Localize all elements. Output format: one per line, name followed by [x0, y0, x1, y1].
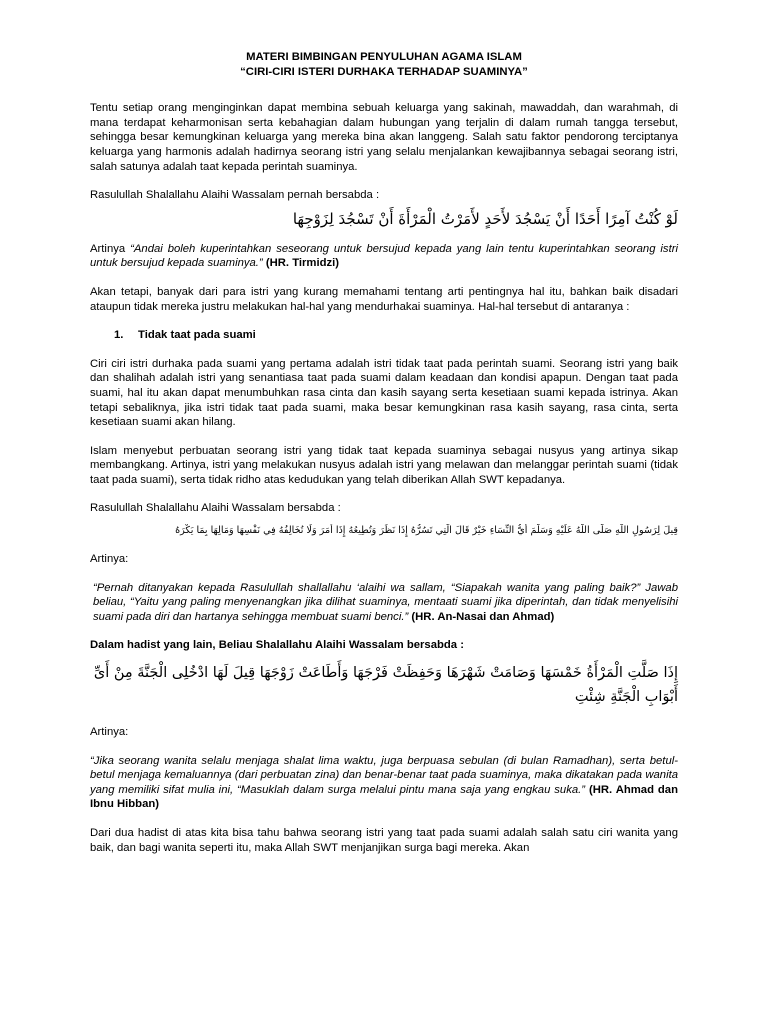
section-heading: [114, 328, 678, 343]
translation-3-label: Artinya:: [90, 726, 129, 739]
paragraph-intro: Tentu setiap orang menginginkan dapat membina sebuah keluarga yang sakinah, mawaddah, dan warahmah, di mana terdapat keharmonisan serta kebahagian dalam hubungan yang terjalin di dalam rumah tangga tersebut, sehingga besar kemungkinan keluarga yang mereka bina akan langgeng. Salah satu faktor pendorong terciptanya keluarga yang harmonis adalah hadirnya seorang istri yang selalu menjalankan kewajibannya sebagai seorang istri, salah satunya adalah taat kepada perintah suaminya.: [90, 102, 678, 173]
translation-2-label: Artinya:: [90, 553, 129, 566]
translation-1-source: (HR. Tirmidzi): [262, 257, 340, 270]
arabic-hadith-2: قِيلَ لِرَسُولِ اللَّهِ صَلَّى اللَّهُ عَلَيْهِ وَسَلَّمَ أَيُّ النِّسَاءِ خَيْرٌ قَالَ الَّتِي تَسُرُّهُ إِذَا نَظَرَ وَتُطِيعُهُ إِذَا أَمَرَ وَلَا تُخَالِفُهُ فِي نَفْسِهَا وَمَالِهَا بِمَا يَكْرَهُ: [175, 525, 678, 537]
paragraph-nusyus: Islam menyebut perbuatan seorang istri yang tidak taat kepada suaminya sebagai nusyus yang artinya sikap membangkang. Artinya, istri yang melakukan nusyus adalah istri yang melawan dan melanggar perintah suami (tidak taat pada suami), serta tidak ridho atas kedudukan yang telah diberikan Allah SWT kepadanya.: [90, 444, 678, 486]
translation-3-text: “Jika seorang wanita selalu menjaga shalat lima waktu, juga berpuasa sebulan (di bulan Ramadhan), serta betul-betul menjaga kemaluannya (dari perbuatan zina) dan benar-benar taat pada suaminya, maka dikatakan pada wanita yang memiliki sifat mulia ini, “Masuklah dalam surga melalui pintu mana saja yang engkau suka.”: [90, 754, 678, 796]
arabic-hadith-3: إِذَا صَلَّتِ الْمَرْأَةُ خَمْسَهَا وَصَامَتْ شَهْرَهَا وَحَفِظَتْ فَرْجَهَا وَأَطَاعَتْ زَوْجَهَا قِيلَ لَهَا ادْخُلِى الْجَنَّةَ مِنْ أَىِّ أَبْوَابِ الْجَنَّةِ شِئْتِ: [93, 665, 678, 706]
translation-3-source: (HR. Ahmad dan Ibnu Hibban): [90, 783, 678, 811]
section-heading-number: 1.: [114, 329, 124, 342]
paragraph-hadith-intro-2: Rasulullah Shalallahu Alaihi Wassalam bersabda :: [90, 502, 341, 515]
section-heading-text: Tidak taat pada suami: [138, 329, 256, 342]
translation-1: [90, 242, 678, 271]
translation-1-text: “Andai boleh kuperintahkan seseorang untuk bersujud kepada yang lain tentu kuperintahkan seorang istri untuk bersujud kepada suaminya.”: [90, 242, 678, 270]
paragraph-conclusion: Dari dua hadist di atas kita bisa tahu bahwa seorang istri yang taat pada suami adalah salah satu ciri wanita yang baik, dan bagi wanita seperti itu, maka Allah SWT menjanjikan surga bagi mereka. Akan: [90, 827, 678, 854]
translation-2-text: “Pernah ditanyakan kepada Rasulullah shallallahu ‘alaihi wa sallam, “Siapakah wanita yang paling baik?” Jawab beliau, “Yaitu yang paling menyenangkan jika dilihat suaminya, mentaati suami jika diperintah, dan tidak menyelisihi suami pada diri dan hartanya sehingga membuat suami benci.”: [93, 581, 678, 623]
paragraph-hadith-intro-3: Dalam hadist yang lain, Beliau Shalallahu Alaihi Wassalam bersabda :: [90, 639, 464, 652]
paragraph-transition: Akan tetapi, banyak dari para istri yang kurang memahami tentang arti pentingnya hal itu, bahkan baik disadari ataupun tidak mereka justru melakukan hal-hal yang mendurhakai suaminya. Hal-hal tersebut di antaranya :: [90, 285, 678, 313]
paragraph-section-1: Ciri ciri istri durhaka pada suami yang pertama adalah istri tidak taat pada perintah suami. Seorang istri yang baik dan shalihah adalah istri yang senantiasa taat pada suami dalam keadaan dan kondisi apapun. Dengan taat pada suami, hal itu akan dapat menumbuhkan rasa cinta dan kasih sayang serta kesetiaan suami kepada istrinya. Akan tetapi sebaliknya, jika istri tidak taat pada suami, maka besar kemungkinan rasa kasih sayang, rasa cinta, serta kesetiaan suami akan hilang.: [90, 357, 678, 429]
translation-3: [90, 754, 678, 812]
translation-2: [90, 581, 678, 625]
translation-1-label: Artinya: [90, 242, 131, 255]
arabic-hadith-1: لَوْ كُنْتُ آمِرًا أَحَدًا أَنْ يَسْجُدَ لأَحَدٍ لأَمَرْتُ الْمَرْأَةَ أَنْ تَسْجُدَ لِزَوْجِهَا: [292, 209, 678, 228]
document-title-line-2: “CIRI-CIRI ISTERI DURHAKA TERHADAP SUAMINYA”: [240, 65, 528, 78]
translation-2-source: (HR. An-Nasai dan Ahmad): [408, 610, 555, 623]
paragraph-hadith-intro-1: Rasulullah Shalallahu Alaihi Wassalam pernah bersabda :: [90, 189, 380, 202]
document-title-line-1: MATERI BIMBINGAN PENYULUHAN AGAMA ISLAM: [246, 51, 522, 63]
